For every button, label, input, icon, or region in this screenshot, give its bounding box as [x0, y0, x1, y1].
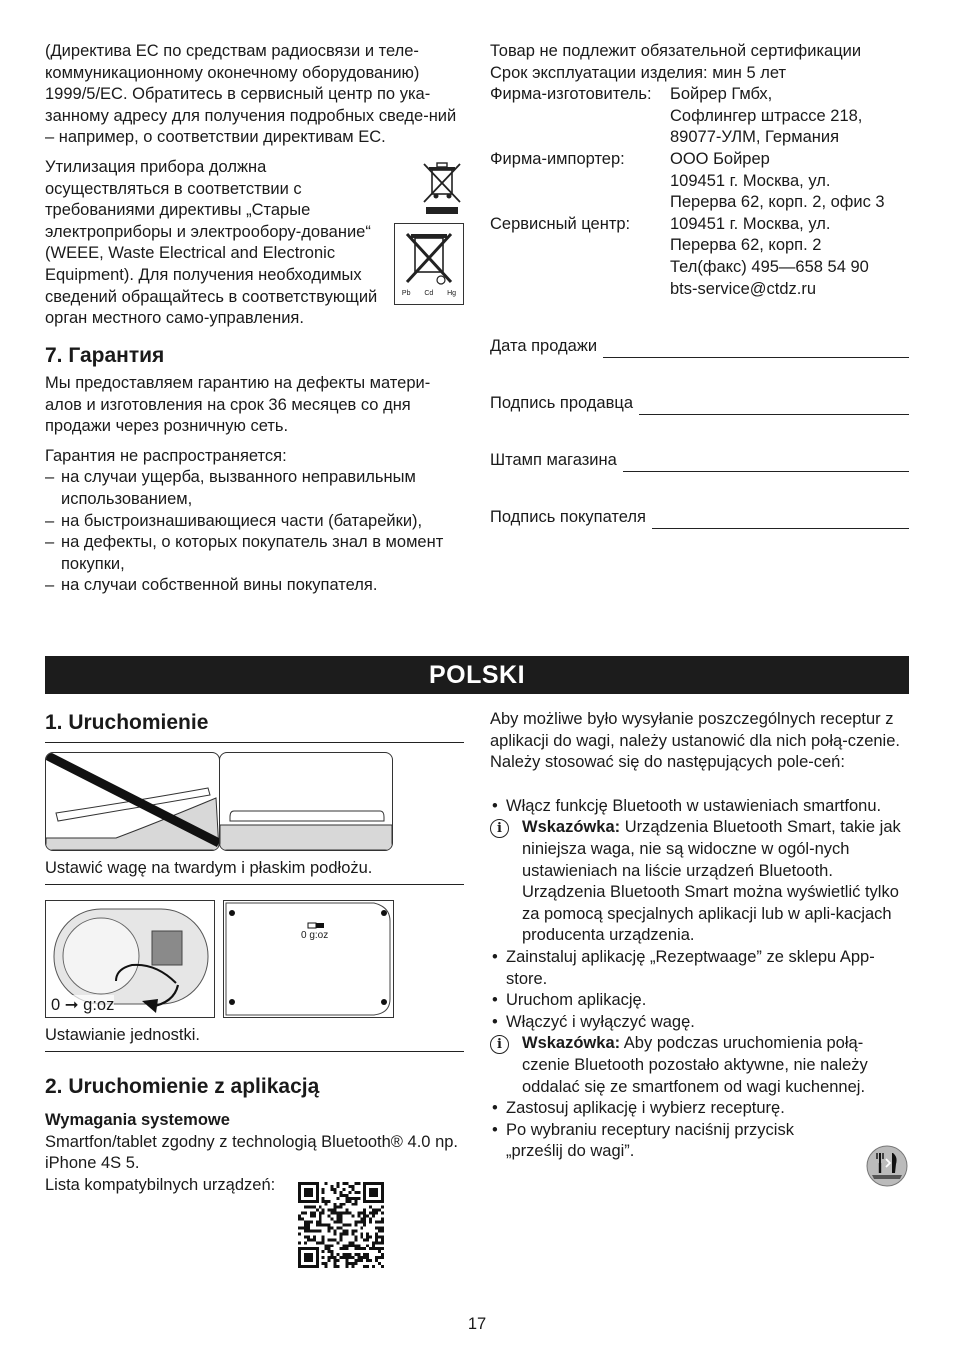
unit-switch-figure [45, 900, 215, 1018]
list-item: – на случаи собственной вины покупателя. [45, 575, 463, 597]
wrong-placement-figure [45, 752, 220, 851]
signature-fields [490, 337, 909, 529]
signature-line [623, 456, 909, 472]
sysreq-text: Smartfon/tablet zgodny z technologią Bluetooth® 4.0 np. iPhone 4S 5. [45, 1132, 459, 1173]
display-label: 0 g:oz [301, 930, 329, 941]
section2-title: 2. Uruchomienie z aplikacją [45, 1075, 320, 1098]
seller-signature-field[interactable]: Подпись продавца [490, 394, 909, 415]
directive-paragraph: (Директива ЕС по средствам радиосвязи и теле-коммуникационному оконечному оборудованию) 1999/5/ЕС. Обратитесь в сервисный центр по ука-занному адресу для получения подробных сведе-ний – например, о соответствии директивам ЕС. [45, 42, 457, 147]
divider [45, 884, 464, 885]
manufacturer-address: Бойрер Гмбх, Софлингер штрассе 218, 89077-УЛМ, Германия [670, 85, 863, 147]
divider [45, 742, 464, 743]
importer-label: Фирма-импортер: [490, 149, 625, 168]
language-banner: POLSKI [45, 656, 909, 694]
list-item: • Zainstaluj aplikację „Rezeptwaage” ze sklepu App-store. [490, 947, 910, 990]
system-requirements [45, 1110, 465, 1196]
qr-code[interactable] [298, 1182, 384, 1268]
list-item: – на быстроизнашивающиеся части (батарейки), [45, 511, 463, 533]
certification-line: Товар не подлежит обязательной сертификации [490, 42, 862, 60]
not-covered-intro: Гарантия не распространяется: [45, 446, 287, 465]
signature-line [639, 399, 909, 415]
page-number: 17 [467, 1315, 487, 1333]
correct-placement-figure [219, 752, 393, 851]
send-to-scale-icon[interactable] [866, 1145, 908, 1187]
table-row [490, 214, 885, 300]
manufacturer-label: Фирма-изготовитель: [490, 85, 652, 104]
hint-1: i Wskazówka: Urządzenia Bluetooth Smart, takie jak niniejsza waga, nie są widoczne w ogól-nych ustawieniach na liście urządzeń Bluetooth. Urządzenia Bluetooth Smart można wyświetlić tylko za pomocą specjalnych aplikacji lub w apli-kacjach producenta urządzenia. [490, 817, 910, 947]
list-item: • Włącz funkcję Bluetooth w ustawieniach smartfonu. [490, 796, 910, 818]
scale-top-figure [223, 900, 394, 1018]
fig1-caption: Ustawić wagę na twardym i płaskim podłożu. [45, 859, 373, 877]
warranty-section [45, 343, 463, 597]
fig2-caption: Ustawianie jednostki. [45, 1026, 200, 1044]
table-row [490, 84, 885, 149]
section1-title: 1. Uruchomienie [45, 711, 209, 734]
list-item: • Uruchom aplikację. [490, 990, 910, 1012]
sysreq-title: Wymagania systemowe [45, 1111, 230, 1129]
battery-disposal-icon [394, 223, 464, 305]
list-item: • Włączyć i wyłączyć wagę. [490, 1012, 910, 1034]
steps-list [490, 1098, 910, 1163]
steps-list [490, 947, 910, 1033]
list-item: • Zastosuj aplikację i wybierz recepturę. [490, 1098, 910, 1120]
buyer-signature-field[interactable]: Подпись покупателя [490, 508, 909, 529]
unit-label: 0 ➞ g:oz [51, 996, 115, 1014]
importer-address: ООО Бойрер 109451 г. Москва, ул. Перерва 62, корп. 2, офис 3 [670, 149, 885, 212]
signature-line [652, 513, 909, 529]
list-item: – на случаи ущерба, вызванного неправильным использованием, [45, 467, 463, 510]
not-covered-list [45, 467, 463, 597]
info-icon: i [490, 1035, 509, 1054]
list-item: – на дефекты, о которых покупатель знал в момент покупки, [45, 532, 463, 575]
service-center-address: 109451 г. Москва, ул. Перерва 62, корп. 2 Тел(факс) 495—658 54 90 bts-service@ctdz.ru [670, 214, 869, 298]
service-life-line: Срок эксплуатации изделия: мин 5 лет [490, 63, 787, 82]
divider [45, 1051, 464, 1052]
warranty-title: 7. Гарантия [45, 344, 165, 367]
table-row [490, 149, 885, 214]
steps-list [490, 796, 910, 818]
sale-date-field[interactable]: Дата продажи [490, 337, 909, 358]
warranty-text: Мы предоставляем гарантию на дефекты матери-алов и изготовления на срок 36 месяцев со дня продажи через розничную сеть. [45, 374, 431, 436]
pl-right-column [490, 709, 910, 1163]
disposal-paragraph: Утилизация прибора должна осуществляться в соответствии с требованиями директивы „Старые электроприборы и электрообору-дование“ (WEEE, Waste Electrical and Electronic Equipment). Для получения необходимых сведений обращайтесь в соответствующий орган местного само-управления. [45, 157, 378, 328]
company-table [490, 84, 885, 300]
signature-line [603, 342, 909, 358]
battery-symbols: Pb Cd Hg [401, 290, 457, 297]
hint-2: i Wskazówka: Aby podczas uruchomienia połą-czenie Bluetooth pozostało aktywne, nie należy oddalać się ze smartfonem od wagi kuchennej. [490, 1033, 910, 1098]
intro-paragraph: Aby możliwe było wysyłanie poszczególnych receptur z aplikacji do wagi, należy ustanowić dla nich połą-czenie. Należy stosować się do następujących pole-ceń: [490, 710, 900, 772]
weee-bin-icon [421, 160, 463, 216]
info-icon: i [490, 819, 509, 838]
list-item: • Po wybraniu receptury naciśnij przycisk „prześlij do wagi”. [490, 1120, 910, 1163]
store-stamp-field[interactable]: Штамп магазина [490, 451, 909, 472]
service-center-label: Сервисный центр: [490, 214, 631, 233]
compat-list-label: Lista kompatybilnych urządzeń: [45, 1175, 276, 1194]
ru-right-column [490, 41, 910, 300]
